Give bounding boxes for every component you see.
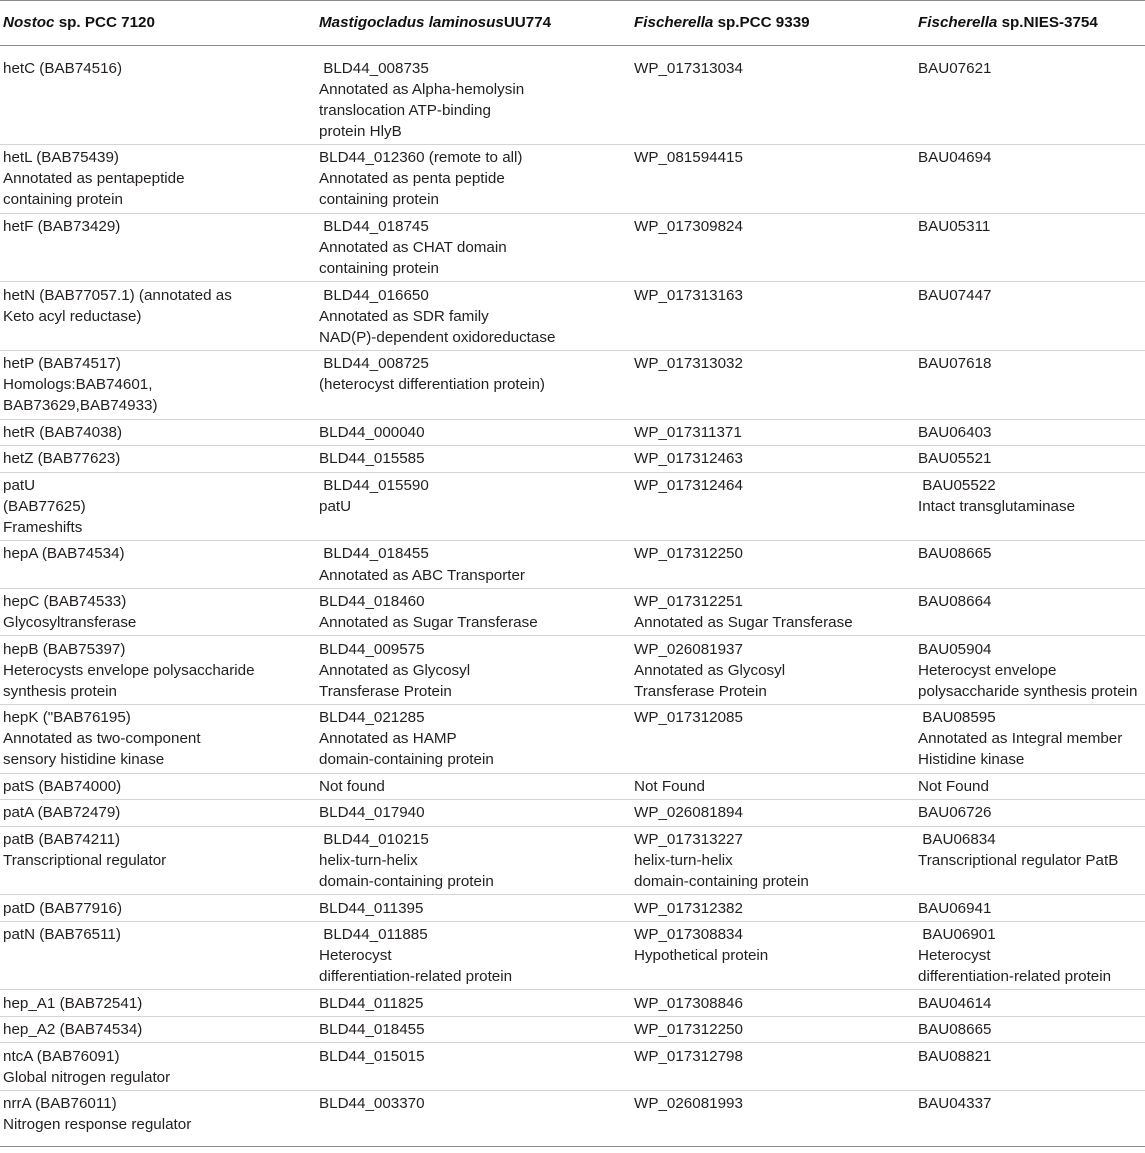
column-header-strain: UU774	[503, 14, 552, 31]
cell-nostoc-pcc7120: hetF (BAB73429)	[3, 217, 121, 235]
table-row	[0, 541, 1145, 589]
table-row	[0, 705, 1145, 774]
cell-fischerella-nies3754: BAU05311	[918, 217, 991, 235]
table-row	[0, 420, 1145, 446]
table-row	[0, 800, 1145, 826]
cell-fischerella-nies3754: BAU06834 Transcriptional regulator PatB	[918, 830, 1119, 869]
cell-nostoc-pcc7120: hep_A2 (BAB74534)	[3, 1021, 143, 1039]
table-row	[0, 774, 1145, 800]
cell-nostoc-pcc7120: hetN (BAB77057.1) (annotated as Keto acyl reductase)	[3, 286, 232, 325]
cell-nostoc-pcc7120: hepB (BAB75397) Heterocysts envelope polysaccharide synthesis protein	[3, 640, 255, 700]
cell-mastigocladus-uu774: BLD44_018455 Annotated as ABC Transporter	[319, 545, 525, 584]
table-row	[0, 636, 1145, 705]
table-header	[0, 0, 1145, 46]
cell-nostoc-pcc7120: patU (BAB77625) Frameshifts	[3, 476, 86, 536]
cell-fischerella-pcc9339: WP_017311371	[634, 423, 742, 441]
cell-nostoc-pcc7120: patD (BAB77916)	[3, 899, 123, 917]
column-header-mastigocladus-uu774	[316, 13, 631, 33]
table-row	[0, 46, 1145, 145]
cell-fischerella-nies3754: BAU04337	[918, 1095, 992, 1113]
cell-mastigocladus-uu774: BLD44_015590 patU	[319, 476, 429, 515]
column-header-nostoc-pcc7120	[0, 13, 316, 33]
cell-mastigocladus-uu774: BLD44_011885 Heterocyst differentiation-related protein	[319, 925, 513, 986]
cell-fischerella-pcc9339: WP_017308846	[634, 994, 743, 1012]
cell-nostoc-pcc7120: hepA (BAB74534)	[3, 545, 125, 563]
column-header-strain: sp. PCC 7120	[54, 14, 155, 31]
cell-fischerella-pcc9339: WP_081594415	[634, 149, 743, 167]
cell-fischerella-nies3754: BAU07618	[918, 355, 992, 373]
cell-fischerella-nies3754: BAU08595 Annotated as Integral member Histidine kinase	[918, 709, 1123, 769]
cell-fischerella-nies3754: BAU06901 Heterocyst differentiation-related protein	[918, 925, 1112, 986]
column-header-genus: Fischerella	[918, 14, 998, 31]
cell-fischerella-pcc9339: WP_017309824	[634, 217, 743, 235]
cell-fischerella-pcc9339: WP_017308834 Hypothetical protein	[634, 925, 769, 965]
cell-fischerella-pcc9339: WP_017312798	[634, 1047, 743, 1065]
cell-fischerella-pcc9339: WP_017312250	[634, 1021, 743, 1039]
cell-fischerella-pcc9339: WP_017312463	[634, 450, 743, 468]
cell-nostoc-pcc7120: patB (BAB74211) Transcriptional regulator	[3, 830, 167, 869]
cell-fischerella-pcc9339: WP_017313227 helix-turn-helix domain-containing protein	[634, 830, 809, 891]
cell-fischerella-nies3754: BAU04614	[918, 994, 992, 1012]
cell-fischerella-nies3754: BAU07621	[918, 59, 992, 77]
cell-nostoc-pcc7120: patN (BAB76511)	[3, 925, 121, 943]
cell-fischerella-nies3754: BAU07447	[918, 286, 992, 304]
cell-mastigocladus-uu774: BLD44_008735 Annotated as Alpha-hemolysin translocation ATP-binding protein HlyB	[319, 59, 525, 140]
cell-fischerella-nies3754: BAU08665	[918, 545, 992, 563]
cell-fischerella-nies3754: BAU06403	[918, 423, 992, 441]
cell-fischerella-pcc9339: WP_017313032	[634, 355, 743, 373]
cell-nostoc-pcc7120: hetZ (BAB77623)	[3, 450, 121, 468]
cell-mastigocladus-uu774: BLD44_011395	[319, 899, 424, 917]
column-header-fischerella-nies3754	[915, 13, 1145, 33]
cell-nostoc-pcc7120: hepK ("BAB76195) Annotated as two-component sensory histidine kinase	[3, 709, 201, 769]
table-row	[0, 589, 1145, 637]
cell-mastigocladus-uu774: BLD44_015585	[319, 450, 425, 468]
table-row	[0, 473, 1145, 542]
cell-mastigocladus-uu774: BLD44_018745 Annotated as CHAT domain containing protein	[319, 217, 507, 278]
cell-fischerella-pcc9339: WP_026081937 Annotated as Glycosyl Transferase Protein	[634, 640, 786, 700]
cell-fischerella-nies3754: BAU08821	[918, 1047, 992, 1065]
table-row	[0, 351, 1145, 420]
column-header-genus: Fischerella	[634, 14, 714, 31]
cell-fischerella-nies3754: BAU05521	[918, 450, 992, 468]
column-header-strain: sp.NIES-3754	[997, 14, 1098, 31]
table-row	[0, 282, 1145, 351]
cell-nostoc-pcc7120: hetC (BAB74516)	[3, 59, 123, 77]
cell-fischerella-nies3754: BAU05904 Heterocyst envelope polysaccharide synthesis protein	[918, 640, 1138, 700]
cell-fischerella-pcc9339: WP_017313034	[634, 59, 743, 77]
cell-fischerella-pcc9339: WP_026081993	[634, 1095, 743, 1113]
cell-fischerella-pcc9339: WP_017312464	[634, 476, 743, 494]
cell-nostoc-pcc7120: hetR (BAB74038)	[3, 423, 123, 441]
cell-nostoc-pcc7120: patS (BAB74000)	[3, 777, 122, 795]
cell-fischerella-pcc9339: WP_017312382	[634, 899, 743, 917]
table-row	[0, 827, 1145, 896]
table-row	[0, 1017, 1145, 1043]
cell-fischerella-nies3754: Not Found	[918, 777, 989, 795]
column-header-strain: sp.PCC 9339	[713, 14, 810, 31]
cell-mastigocladus-uu774: BLD44_012360 (remote to all) Annotated as penta peptide containing protein	[319, 149, 523, 209]
cell-mastigocladus-uu774: BLD44_018460 Annotated as Sugar Transferase	[319, 593, 538, 632]
cell-fischerella-pcc9339: WP_017312251 Annotated as Sugar Transferase	[634, 593, 853, 632]
cell-mastigocladus-uu774: BLD44_000040	[319, 423, 425, 441]
table-row	[0, 1043, 1145, 1091]
cell-nostoc-pcc7120: nrrA (BAB76011) Nitrogen response regulator	[3, 1095, 192, 1134]
cell-nostoc-pcc7120: hetL (BAB75439) Annotated as pentapeptide containing protein	[3, 149, 185, 209]
cell-fischerella-nies3754: BAU04694	[918, 149, 992, 167]
cell-nostoc-pcc7120: ntcA (BAB76091) Global nitrogen regulator	[3, 1047, 171, 1086]
cell-mastigocladus-uu774: BLD44_003370	[319, 1095, 425, 1113]
column-header-genus: Nostoc	[3, 14, 55, 31]
table-row	[0, 895, 1145, 921]
cell-mastigocladus-uu774: Not found	[319, 777, 385, 795]
cell-nostoc-pcc7120: patA (BAB72479)	[3, 804, 121, 822]
cell-fischerella-nies3754: BAU06941	[918, 899, 992, 917]
cell-mastigocladus-uu774: BLD44_010215 helix-turn-helix domain-containing protein	[319, 830, 494, 891]
cell-mastigocladus-uu774: BLD44_008725 (heterocyst differentiation protein)	[319, 355, 545, 394]
cell-fischerella-pcc9339: WP_017312250	[634, 545, 743, 563]
cell-nostoc-pcc7120: hepC (BAB74533) Glycosyltransferase	[3, 593, 137, 632]
column-header-genus: Mastigocladus laminosus	[319, 14, 504, 31]
table-row	[0, 214, 1145, 283]
cell-fischerella-nies3754: BAU08665	[918, 1021, 992, 1039]
column-header-fischerella-pcc9339	[631, 13, 915, 33]
cell-fischerella-pcc9339: WP_017312085	[634, 709, 743, 727]
cell-fischerella-pcc9339: Not Found	[634, 777, 705, 795]
cell-mastigocladus-uu774: BLD44_021285 Annotated as HAMP domain-containing protein	[319, 709, 494, 769]
cell-fischerella-nies3754: BAU05522 Intact transglutaminase	[918, 476, 1076, 515]
cell-nostoc-pcc7120: hetP (BAB74517) Homologs:BAB74601, BAB73629,BAB74933)	[3, 355, 158, 415]
cell-mastigocladus-uu774: BLD44_015015	[319, 1047, 425, 1065]
table-row	[0, 922, 1145, 991]
cell-fischerella-nies3754: BAU08664	[918, 593, 992, 611]
cell-mastigocladus-uu774: BLD44_018455	[319, 1021, 425, 1039]
cell-mastigocladus-uu774: BLD44_011825	[319, 994, 424, 1012]
table-row	[0, 145, 1145, 214]
cell-mastigocladus-uu774: BLD44_009575 Annotated as Glycosyl Transferase Protein	[319, 640, 471, 700]
cell-mastigocladus-uu774: BLD44_017940	[319, 804, 425, 822]
cell-fischerella-pcc9339: WP_017313163	[634, 286, 743, 304]
table-row	[0, 990, 1145, 1016]
table-row	[0, 1091, 1145, 1147]
cell-fischerella-nies3754: BAU06726	[918, 804, 992, 822]
table-row	[0, 446, 1145, 472]
cell-mastigocladus-uu774: BLD44_016650 Annotated as SDR family NAD(P)-dependent oxidoreductase	[319, 286, 556, 346]
cell-fischerella-pcc9339: WP_026081894	[634, 804, 743, 822]
cell-nostoc-pcc7120: hep_A1 (BAB72541)	[3, 994, 143, 1012]
